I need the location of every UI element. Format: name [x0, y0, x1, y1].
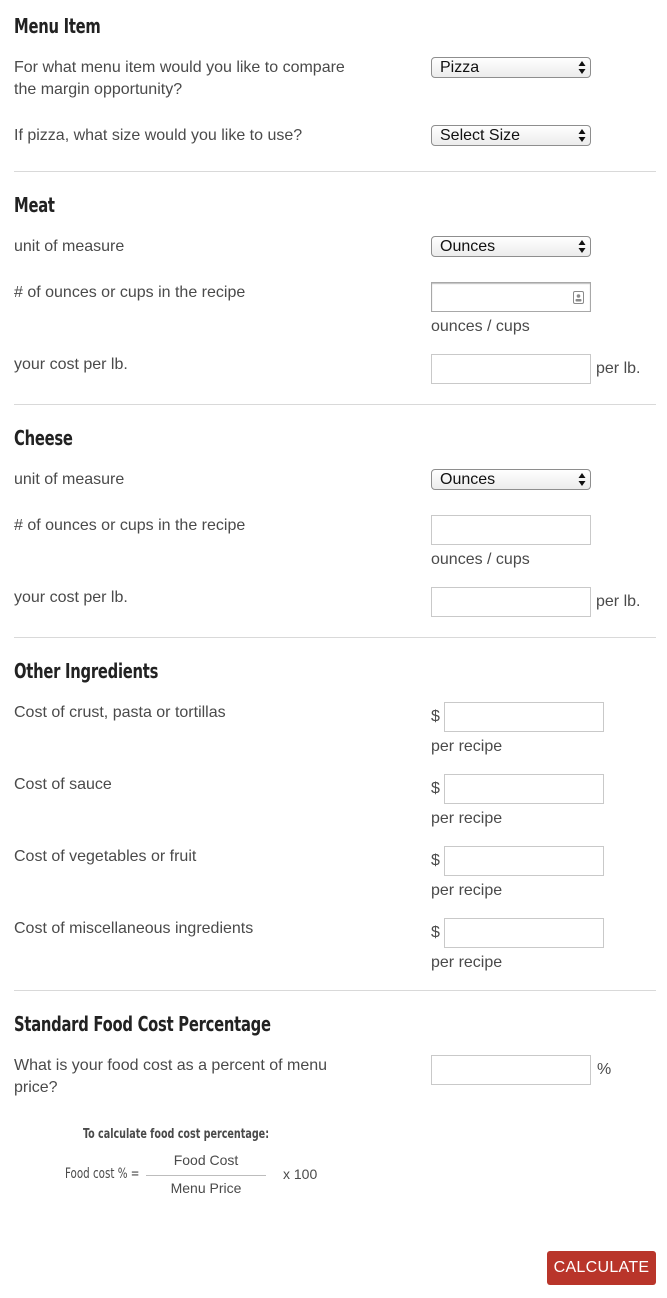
pizza-size-question: If pizza, what size would you like to use?	[14, 127, 303, 144]
food-cost-question: What is your food cost as a percent of menu price?	[14, 1057, 328, 1096]
menu-item-select-value: Pizza	[440, 59, 480, 76]
misc-currency: $	[431, 924, 440, 941]
section-divider	[14, 637, 656, 638]
crust-currency: $	[431, 708, 440, 725]
cheese-qty-unit: ounces / cups	[431, 551, 530, 568]
cheese-uom-label: unit of measure	[14, 471, 125, 488]
section-divider	[14, 404, 656, 405]
pizza-size-select-value: Select Size	[440, 127, 521, 144]
select-arrows-icon	[578, 239, 586, 254]
cheese-cost-input[interactable]	[431, 587, 591, 617]
cheese-cost-unit: per lb.	[596, 593, 641, 610]
meat-qty-input[interactable]	[431, 282, 591, 312]
cheese-uom-select[interactable]	[431, 469, 591, 490]
vegetables-cost-label: Cost of vegetables or fruit	[14, 848, 197, 865]
vegetables-currency: $	[431, 852, 440, 869]
calculate-button[interactable]: CALCULATE	[547, 1251, 656, 1285]
menu-item-select[interactable]	[431, 57, 591, 78]
sauce-per-recipe: per recipe	[431, 810, 503, 827]
meat-qty-unit: ounces / cups	[431, 318, 530, 335]
vegetables-per-recipe: per recipe	[431, 882, 503, 899]
food-cost-percent-unit: %	[597, 1061, 612, 1078]
section-heading-cheese: Cheese	[14, 426, 73, 450]
formula-denominator: Menu Price	[170, 1180, 242, 1196]
meat-uom-select-value: Ounces	[440, 238, 496, 255]
select-arrows-icon	[578, 472, 586, 487]
cheese-qty-input[interactable]	[431, 515, 591, 545]
section-divider	[14, 171, 656, 172]
meat-cost-unit: per lb.	[596, 360, 641, 377]
formula-numerator: Food Cost	[173, 1152, 239, 1168]
meat-uom-label: unit of measure	[14, 238, 125, 255]
misc-cost-input[interactable]	[444, 918, 604, 948]
autofill-contact-icon	[573, 291, 584, 304]
meat-cost-input[interactable]	[431, 354, 591, 384]
section-divider	[14, 990, 656, 991]
select-arrows-icon	[578, 128, 586, 143]
crust-cost-label: Cost of crust, pasta or tortillas	[14, 704, 226, 721]
sauce-currency: $	[431, 780, 440, 797]
sauce-cost-label: Cost of sauce	[14, 776, 112, 793]
misc-cost-label: Cost of miscellaneous ingredients	[14, 920, 254, 937]
sauce-cost-input[interactable]	[444, 774, 604, 804]
select-arrows-icon	[578, 60, 586, 75]
formula-multiplier: x 100	[283, 1166, 318, 1182]
pizza-size-select[interactable]	[431, 125, 591, 146]
food-cost-percent-input[interactable]	[431, 1055, 591, 1085]
menu-item-question: For what menu item would you like to compare the margin opportunity?	[14, 59, 345, 98]
crust-cost-input[interactable]	[444, 702, 604, 732]
section-heading-food-cost: Standard Food Cost Percentage	[14, 1012, 271, 1036]
formula-title: To calculate food cost percentage:	[83, 1127, 270, 1142]
formula-lhs: Food cost % =	[65, 1166, 140, 1182]
section-heading-menu-item: Menu Item	[14, 14, 101, 38]
misc-per-recipe: per recipe	[431, 954, 503, 971]
cheese-qty-label: # of ounces or cups in the recipe	[14, 517, 246, 534]
cheese-uom-select-value: Ounces	[440, 471, 496, 488]
meat-qty-label: # of ounces or cups in the recipe	[14, 284, 246, 301]
cheese-cost-label: your cost per lb.	[14, 589, 128, 606]
section-heading-other-ingredients: Other Ingredients	[14, 659, 159, 683]
crust-per-recipe: per recipe	[431, 738, 503, 755]
meat-uom-select[interactable]	[431, 236, 591, 257]
vegetables-cost-input[interactable]	[444, 846, 604, 876]
meat-cost-label: your cost per lb.	[14, 356, 128, 373]
section-heading-meat: Meat	[14, 193, 55, 217]
formula-fraction-bar	[146, 1175, 266, 1176]
